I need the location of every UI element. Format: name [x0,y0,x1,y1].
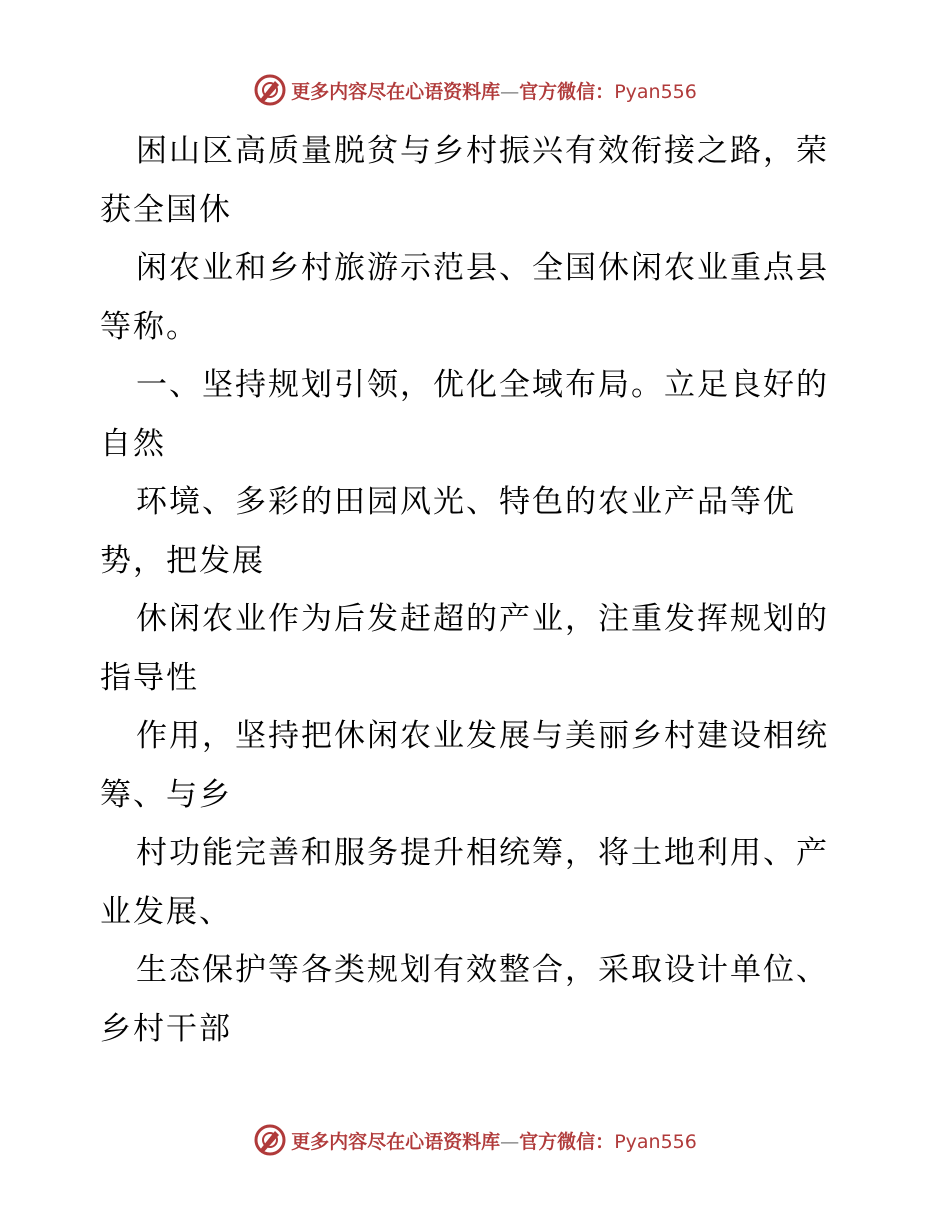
banner-text [291,77,697,104]
text-line: 生态保护等各类规划有效整合，采取设计单位、 [136,952,829,988]
text-line: 指导性 [100,659,199,696]
text-line: 势，把发展 [100,542,265,579]
text-line: 作用，坚持把休闲农业发展与美丽乡村建设相统 [136,718,829,754]
text-line: 一、坚持规划引领，优化全域布局。立足良好的 [136,367,829,403]
banner-dash: — [500,1130,520,1153]
text-line: 环境、多彩的田园风光、特色的农业产品等优 [136,484,796,520]
text-line: 业发展、 [100,893,232,930]
text-line: 自然 [100,425,166,462]
text-line: 困山区高质量脱贫与乡村振兴有效衔接之路，荣 [136,133,829,169]
text-line: 筹、与乡 [100,776,232,813]
text-line: 休闲农业作为后发赶超的产业，注重发挥规划的 [136,601,829,637]
document-body [100,122,860,1058]
banner-text [291,1127,697,1154]
text-line: 村功能完善和服务提升相统筹，将土地利用、产 [136,835,829,871]
banner-site-name: 更多内容尽在心语资料库 [291,80,501,103]
text-line: 获全国休 [100,191,232,228]
text-line: 闲农业和乡村旅游示范县、全国休闲农业重点县 [136,250,829,286]
banner-site-name: 更多内容尽在心语资料库 [291,1130,501,1153]
banner-wx-label: 官方微信： [519,80,615,103]
text-line: 乡村干部 [100,1010,232,1047]
footer-banner [0,1120,950,1160]
banner-wx-label: 官方微信： [519,1130,615,1153]
banner-dash: — [500,80,520,103]
text-line: 等称。 [100,308,199,345]
banner-wx-id: Pyan556 [614,1130,697,1153]
brand-logo-icon [253,73,287,107]
brand-logo-icon [253,1123,287,1157]
header-banner [0,70,950,110]
banner-wx-id: Pyan556 [614,80,697,103]
